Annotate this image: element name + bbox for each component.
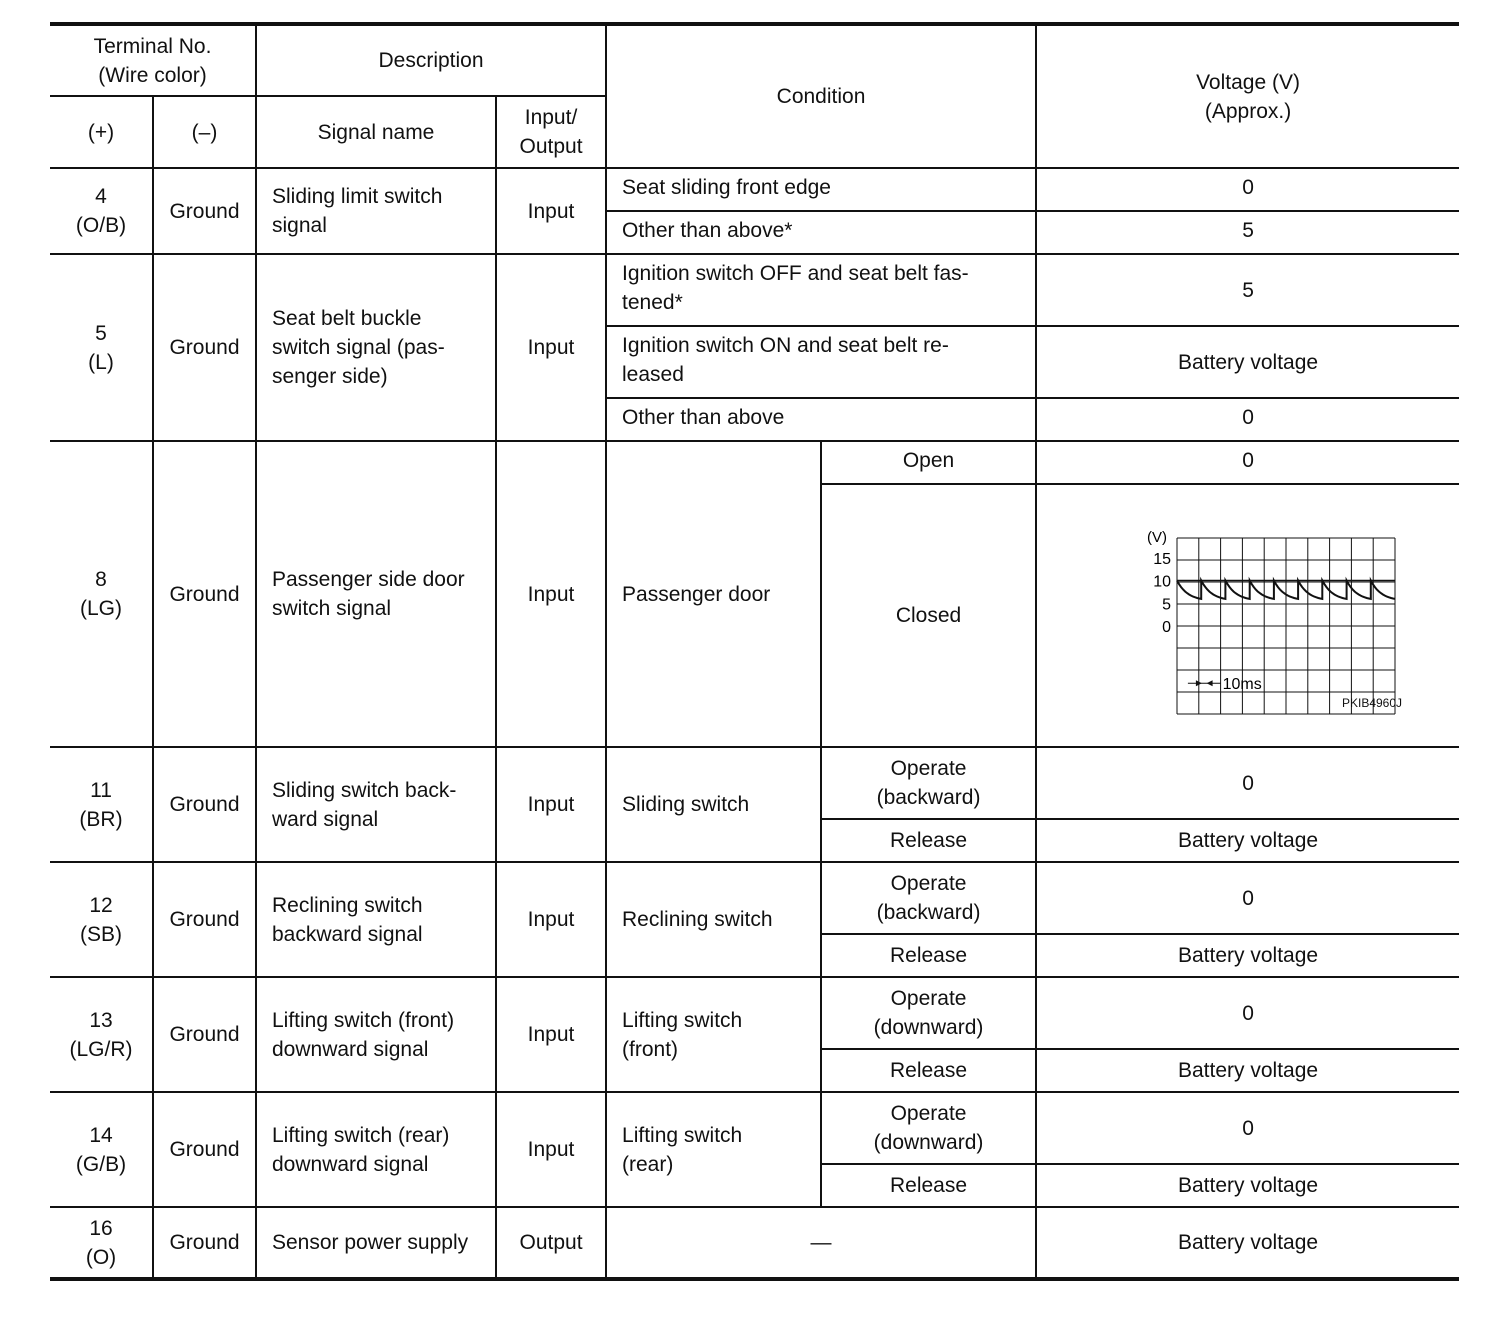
terminal-cell: 11 (BR) <box>50 747 153 862</box>
voltage-cell: 0 <box>1036 747 1459 819</box>
ground-cell: Ground <box>153 441 256 747</box>
terminal-cell: 12 (SB) <box>50 862 153 977</box>
time-scale-label: 10ms <box>1222 675 1262 693</box>
voltage-cell: 0 <box>1036 977 1459 1049</box>
voltage-cell: 0 <box>1036 441 1459 484</box>
voltage-cell: Battery voltage <box>1036 934 1459 977</box>
voltage-cell: 5 <box>1036 254 1459 326</box>
state-cell: Release <box>821 934 1036 977</box>
state-cell: Open <box>821 441 1036 484</box>
table-row <box>50 862 1459 934</box>
terminal-cell: 5 (L) <box>50 254 153 441</box>
ground-cell: Ground <box>153 254 256 441</box>
time-marker-arrow-left <box>1207 680 1213 686</box>
ground-cell: Ground <box>153 1092 256 1207</box>
condition-cell: — <box>606 1207 1036 1279</box>
ground-cell: Ground <box>153 168 256 254</box>
io-cell: Input <box>496 977 606 1092</box>
io-cell: Input <box>496 168 606 254</box>
condition-main-cell: Sliding switch <box>606 747 821 862</box>
io-cell: Input <box>496 254 606 441</box>
condition-cell: Ignition switch ON and seat belt re- leased <box>606 326 1036 398</box>
condition-cell: Other than above* <box>606 211 1036 254</box>
waveform-cell <box>1036 484 1459 747</box>
table-row <box>50 168 1459 211</box>
condition-main-cell: Lifting switch (rear) <box>606 1092 821 1207</box>
figure-code: PKIB4960J <box>1341 695 1403 710</box>
signal-cell: Sliding limit switch signal <box>256 168 496 254</box>
y-tick-label: 0 <box>1162 618 1172 636</box>
state-cell: Release <box>821 1164 1036 1207</box>
signal-cell: Passenger side door switch signal <box>256 441 496 747</box>
y-unit-label: (V) <box>1147 528 1168 546</box>
voltage-cell: 5 <box>1036 211 1459 254</box>
voltage-cell: 0 <box>1036 862 1459 934</box>
signal-cell: Reclining switch backward signal <box>256 862 496 977</box>
y-tick-label: 15 <box>1153 550 1172 568</box>
header-description: Description <box>256 24 606 96</box>
voltage-cell: Battery voltage <box>1036 1164 1459 1207</box>
ground-cell: Ground <box>153 1207 256 1279</box>
ground-cell: Ground <box>153 977 256 1092</box>
state-cell: Release <box>821 819 1036 862</box>
table-row <box>50 441 1459 484</box>
state-cell: Operate (backward) <box>821 747 1036 819</box>
signal-cell: Lifting switch (front) downward signal <box>256 977 496 1092</box>
condition-main-cell: Lifting switch (front) <box>606 977 821 1092</box>
terminal-cell: 8 (LG) <box>50 441 153 747</box>
io-cell: Input <box>496 747 606 862</box>
io-cell: Output <box>496 1207 606 1279</box>
voltage-cell: Battery voltage <box>1036 819 1459 862</box>
condition-cell: Ignition switch OFF and seat belt fas- tened* <box>606 254 1036 326</box>
terminal-cell: 16 (O) <box>50 1207 153 1279</box>
y-tick-label: 5 <box>1162 595 1172 613</box>
condition-cell: Seat sliding front edge <box>606 168 1036 211</box>
ground-cell: Ground <box>153 862 256 977</box>
terminal-cell: 4 (O/B) <box>50 168 153 254</box>
voltage-cell: Battery voltage <box>1036 326 1459 398</box>
voltage-cell: 0 <box>1036 398 1459 441</box>
ground-cell: Ground <box>153 747 256 862</box>
table-row <box>50 977 1459 1049</box>
signal-cell: Sensor power supply <box>256 1207 496 1279</box>
terminal-cell: 14 (G/B) <box>50 1092 153 1207</box>
header-signal-name: Signal name <box>256 96 496 168</box>
header-terminal-no: Terminal No. (Wire color) <box>50 24 256 96</box>
state-cell: Release <box>821 1049 1036 1092</box>
header-voltage: Voltage (V) (Approx.) <box>1036 24 1459 168</box>
oscilloscope-waveform <box>1098 506 1403 726</box>
header-minus: (–) <box>153 96 256 168</box>
signal-cell: Lifting switch (rear) downward signal <box>256 1092 496 1207</box>
table-row <box>50 1207 1459 1279</box>
header-io: Input/ Output <box>496 96 606 168</box>
terminal-cell: 13 (LG/R) <box>50 977 153 1092</box>
header-condition: Condition <box>606 24 1036 168</box>
terminal-voltage-table <box>50 22 1459 1281</box>
condition-main-cell: Passenger door <box>606 441 821 747</box>
io-cell: Input <box>496 441 606 747</box>
state-cell: Closed <box>821 484 1036 747</box>
header-plus: (+) <box>50 96 153 168</box>
voltage-cell: 0 <box>1036 168 1459 211</box>
table-row <box>50 254 1459 326</box>
y-tick-label: 10 <box>1153 573 1172 591</box>
signal-cell: Sliding switch back- ward signal <box>256 747 496 862</box>
condition-main-cell: Reclining switch <box>606 862 821 977</box>
condition-cell: Other than above <box>606 398 1036 441</box>
table-row <box>50 1092 1459 1164</box>
signal-cell: Seat belt buckle switch signal (pas- senger side) <box>256 254 496 441</box>
io-cell: Input <box>496 862 606 977</box>
voltage-cell: 0 <box>1036 1092 1459 1164</box>
state-cell: Operate (downward) <box>821 977 1036 1049</box>
io-cell: Input <box>496 1092 606 1207</box>
voltage-cell: Battery voltage <box>1036 1207 1459 1279</box>
table-row <box>50 747 1459 819</box>
state-cell: Operate (backward) <box>821 862 1036 934</box>
voltage-cell: Battery voltage <box>1036 1049 1459 1092</box>
state-cell: Operate (downward) <box>821 1092 1036 1164</box>
